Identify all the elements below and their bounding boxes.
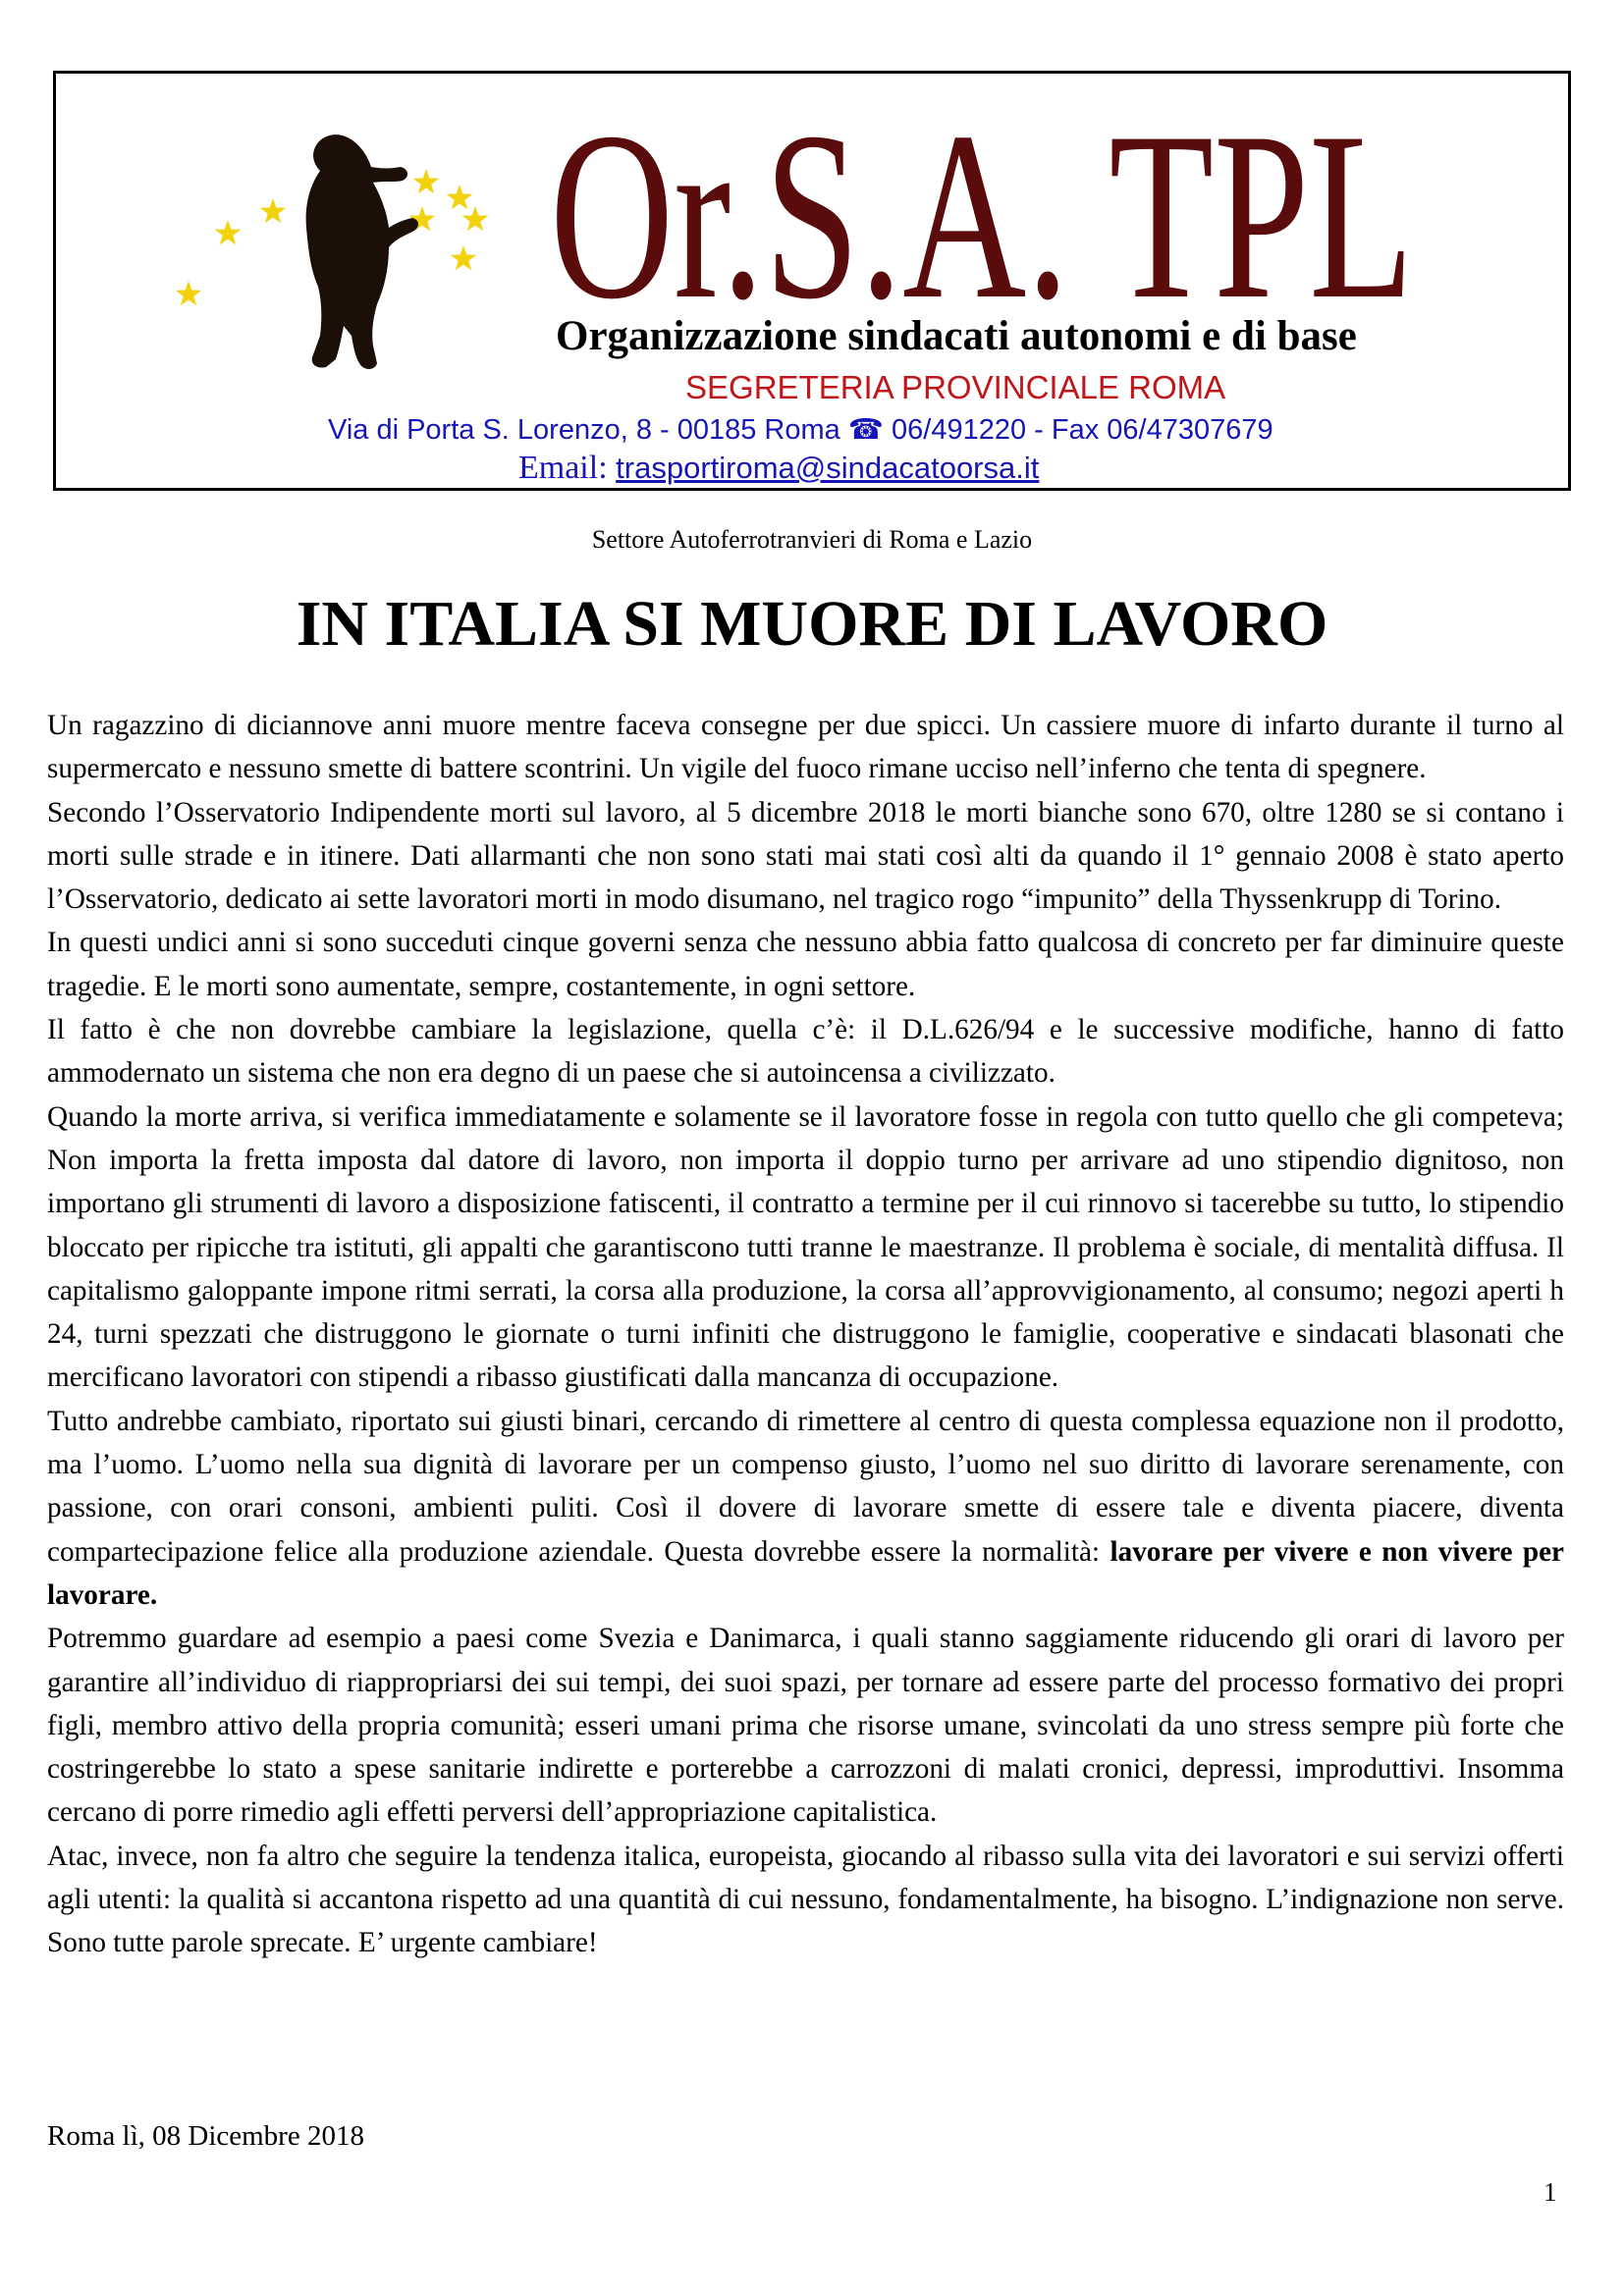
paragraph: Quando la morte arriva, si verifica immediatamente e solamente se il lavoratore fosse in regola con tutto quello che gli competeva; Non importa la fretta imposta dal datore di lavoro, non importa il doppio turno per arrivare ad uno stipendio dignitoso, non importano gli strumenti di lavoro a disposizione fatiscenti, il contratto a termine per il cui rinnovo si tacerebbe su tutto, lo stipendio bloccato per ripicche tra istituti, gli appalti che garantiscono tutti tranne le maestranze. Il problema è sociale, di mentalità diffusa. Il capitalismo galoppante impone ritmi serrati, la corsa alla produzione, la corsa all’approvvigionamento, al consumo; negozi aperti h 24, turni spezzati che distruggono le giornate o turni infiniti che distruggono le famiglie, cooperative e sindacati blasonati che mercificano lavoratori con stipendi a ribasso giustificati dalla mancanza di occupazione. <box>47 1100 1564 1394</box>
sector-line: Settore Autoferrotranvieri di Roma e Lazio <box>591 525 1033 554</box>
dateline: Roma lì, 08 Dicembre 2018 <box>47 2120 364 2152</box>
page-number: 1 <box>1543 2177 1557 2207</box>
paragraph: Secondo l’Osservatorio Indipendente morti sul lavoro, al 5 dicembre 2018 le morti bianche sono 670, oltre 1280 se si contano i morti sulle strade e in itinere. Dati allarmanti che non sono stati mai stati così alti da quando il 1° gennaio 2008 è stato aperto l’Osservatorio, dedicato ai sette lavoratori morti in modo disumano, nel tragico rogo “impunito” della Thyssenkrupp di Torino. <box>47 796 1564 916</box>
paragraph: Potremmo guardare ad esempio a paesi come Svezia e Danimarca, i quali stanno saggiamente riducendo gli orari di lavoro per garantire all’individuo di riappropriarsi dei sui tempi, dei suoi spazi, per tornare ad essere parte del processo formativo dei propri figli, membro attivo della propria comunità; esseri umani prima che risorse umane, svincolati da uno stress sempre più forte che costringerebbe lo stato a spese sanitarie indirette e porterebbe a carrozzoni di malati cronici, depressi, improduttivi. Insomma cercano di porre rimedio agli effetti perversi dell’appropriazione capitalistica. <box>47 1623 1564 1829</box>
paragraph: Un ragazzino di diciannove anni muore mentre faceva consegne per due spicci. Un cassiere muore di infarto durante il turno al supermercato e nessuno smette di battere scontrini. Un vigile del fuoco rimane ucciso nell’inferno che tenta di spegnere. <box>47 710 1564 785</box>
email-link[interactable]: trasportiroma@sindacatoorsa.it <box>616 451 1040 485</box>
paragraph-with-emphasis <box>47 1400 1564 1617</box>
bear-silhouette <box>306 134 418 369</box>
contact-address: Via di Porta S. Lorenzo, 8 - 00185 Roma ☎ 06/491220 - Fax 06/47307679 <box>328 414 1273 446</box>
brand-wordmark <box>520 71 1443 336</box>
email-line <box>518 450 1039 487</box>
bear-logo-icon <box>163 126 516 381</box>
paragraph-text: Tutto andrebbe cambiato, riportato sui giusti binari, cercando di rimettere al centro di questa complessa equazione non il prodotto, ma l’uomo. L’uomo nella sua dignità di lavorare per un compenso giusto, l’uomo nel suo diritto di lavorare serenamente, con passione, con orari consoni, ambienti puliti. Così il dovere di lavorare smette di essere tale e diventa piacere, diventa compartecipazione felice alla produzione aziendale. Questa dovrebbe essere la normalità: <box>47 1405 1564 1568</box>
emphasis-text: lavorare per vivere e non vivere per lavorare. <box>47 1535 1565 1611</box>
segreteria-label: SEGRETERIA PROVINCIALE ROMA <box>685 369 1226 405</box>
organization-subtitle: Organizzazione sindacati autonomi e di base <box>556 313 1357 359</box>
email-label: Email: <box>518 450 617 486</box>
article-body <box>47 704 1564 1965</box>
paragraph: In questi undici anni si sono succeduti cinque governi senza che nessuno abbia fatto qualcosa di concreto per far diminuire queste tragedie. E le morti sono aumentate, sempre, costantemente, in ogni settore. <box>47 927 1564 1002</box>
paragraph: Il fatto è che non dovrebbe cambiare la legislazione, quella c’è: il D.L.626/94 e le successive modifiche, hanno di fatto ammodernato un sistema che non era degno di un paese che si autoincensa a civilizzato. <box>47 1014 1564 1090</box>
brand-name: Or.S.A. TPL <box>550 82 1414 336</box>
headline: IN ITALIA SI MUORE DI LAVORO <box>296 588 1328 660</box>
paragraph: Atac, invece, non fa altro che seguire la tendenza italica, europeista, giocando al ribasso sulla vita dei lavoratori e sui servizi offerti agli utenti: la qualità si accantona rispetto ad una quantità di cui nessuno, fondamentalmente, ha bisogno. L’indignazione non serve. Sono tutte parole sprecate. E’ urgente cambiare! <box>47 1840 1564 1959</box>
